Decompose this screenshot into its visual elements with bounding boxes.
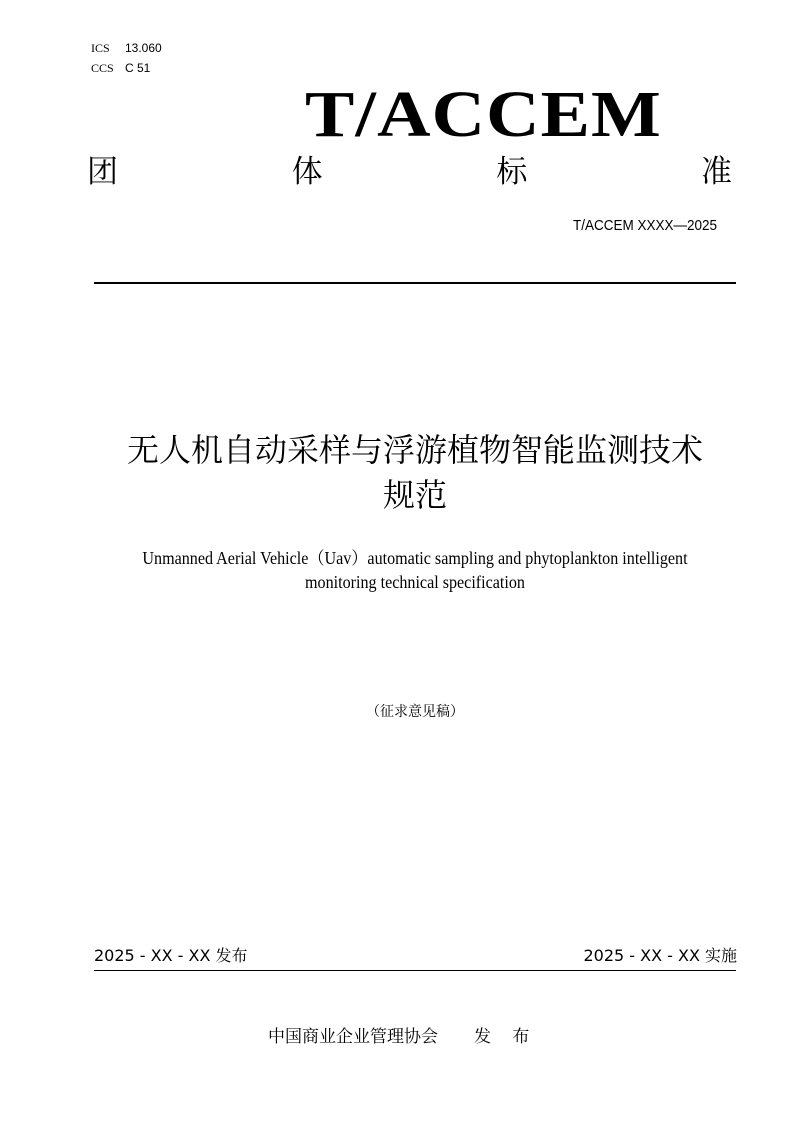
ccs-value: C 51 [125,61,151,75]
chinese-title-line-1: 无人机自动采样与浮游植物智能监测技术 [126,431,703,469]
implementation-date: 2025 - XX - XX 实施 [583,946,737,965]
draft-status: （征求意见稿） [366,704,464,720]
chinese-title [60,428,770,518]
release-date: 2025 - XX - XX 发布 [94,946,248,965]
standard-type-char: 团 [87,154,118,190]
classification-codes [91,38,162,78]
standard-type-char: 标 [496,154,528,190]
english-title [88,546,741,594]
standard-type-char: 准 [700,154,732,190]
chinese-title-line-2: 规范 [382,476,447,514]
ccs-code [91,58,162,78]
footer-divider [94,970,736,971]
ics-value: 13.060 [125,41,162,55]
ics-code [91,38,162,58]
publisher-line [268,1025,537,1049]
publisher-name: 中国商业企业管理协会 [268,1027,438,1047]
header-divider [94,282,736,284]
document-number: T/ACCEM XXXX—2025 [572,217,717,234]
ccs-label: CCS [91,61,114,75]
english-title-line-1: Unmanned Aerial Vehicle（Uav）automatic sampling and phytoplankton intelligent [142,548,688,568]
publish-action: 发 布 [474,1027,538,1047]
ics-label: ICS [91,41,110,55]
standard-brand-logo: T/ACCEM [305,78,662,151]
standard-type-char: 体 [291,154,323,190]
english-title-line-2: monitoring technical specification [305,572,525,592]
standard-type-heading [87,152,732,192]
